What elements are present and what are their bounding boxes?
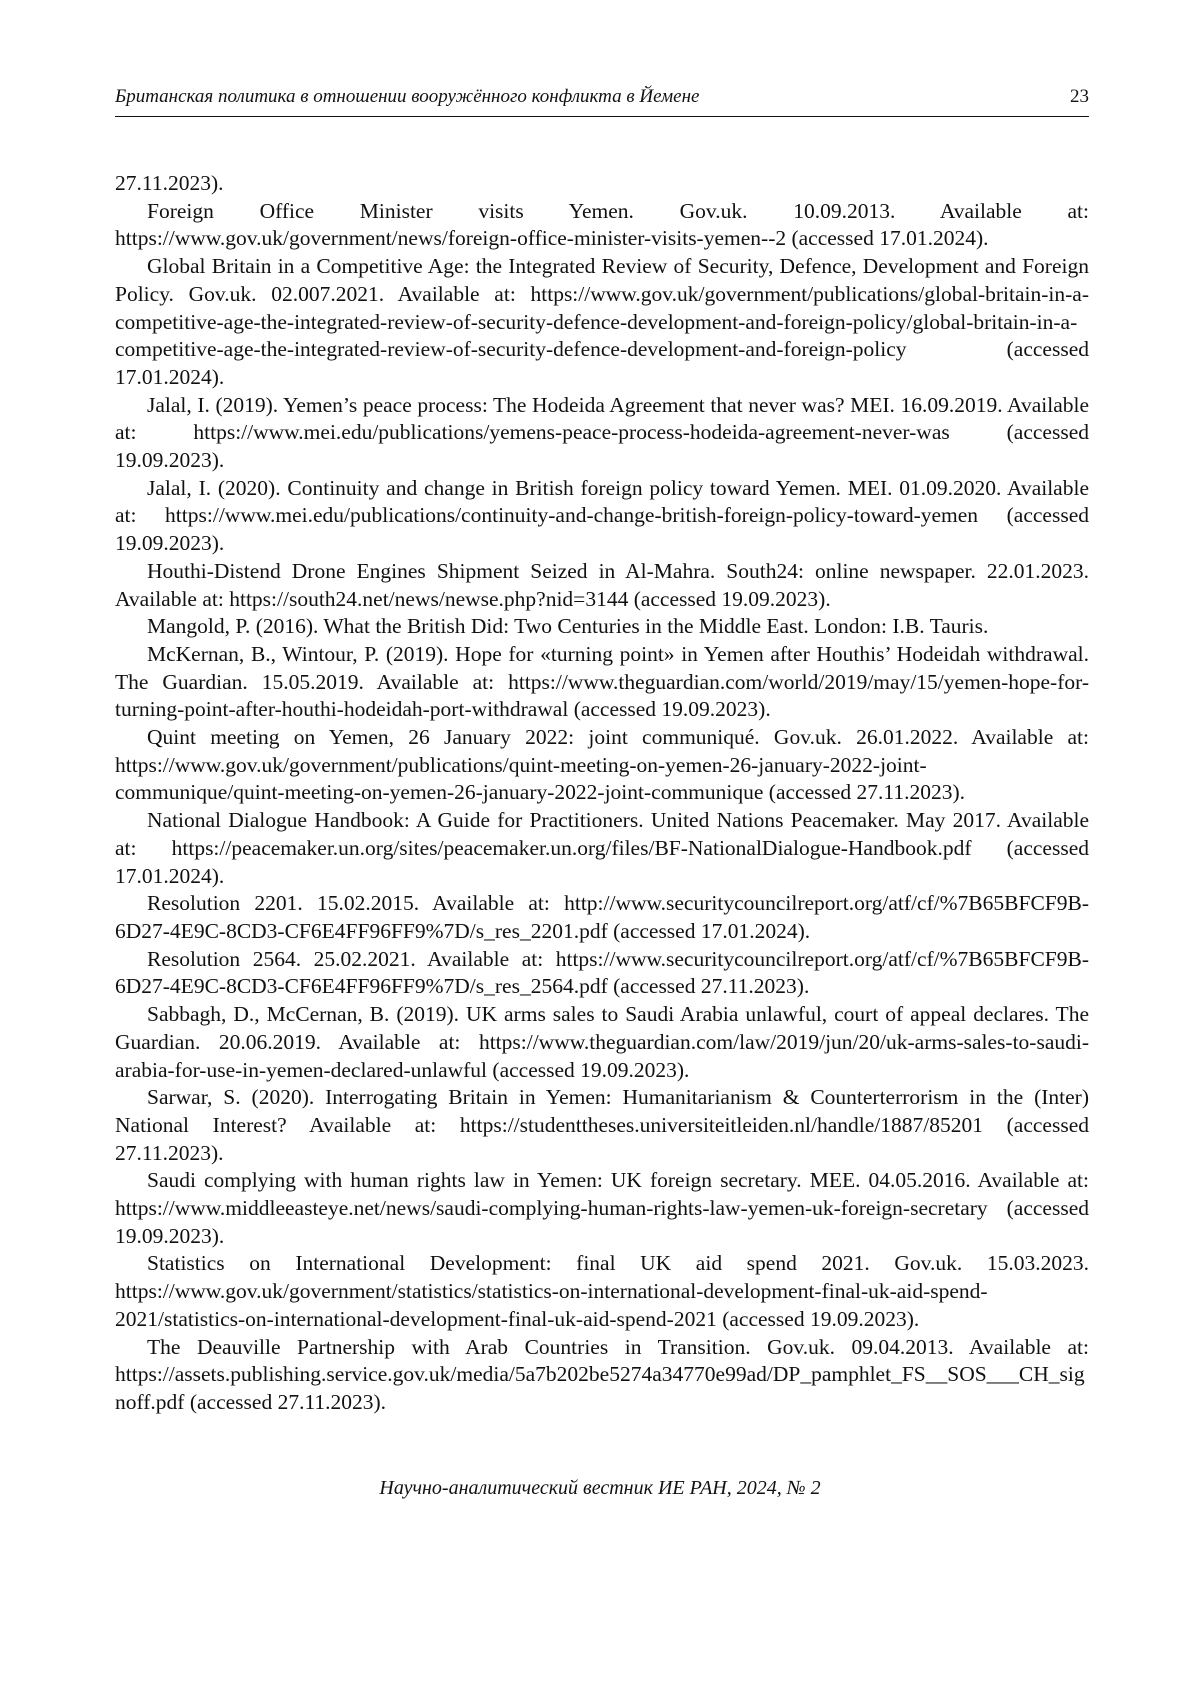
- reference-entry: Global Britain in a Competitive Age: the Integrated Review of Security, Defence, Development and Foreign Policy. Gov.uk. 02.007.2021. Available at: https://www.gov.uk/government/publications/global-britain-in-a-competitive-age-the-integrated-review-of-security-defence-development-and-foreign-policy/global-britain-in-a-competitive-age-the-integrated-review-of-security-defence-development-and-foreign-policy (accessed 17.01.2024).: [115, 254, 1089, 389]
- page-number: 23: [1070, 86, 1089, 107]
- reference-entry: McKernan, B., Wintour, P. (2019). Hope for «turning point» in Yemen after Houthis’ Hodeidah withdrawal. The Guardian. 15.05.2019. Available at: https://www.theguardian.com/world/2019/may/15/yemen-hope-for-turning-point-after-houthi-hodeidah-port-withdrawal (accessed 19.09.2023).: [115, 641, 1089, 722]
- reference-entry: Mangold, P. (2016). What the British Did: Two Centuries in the Middle East. London: I.B. Tauris.: [147, 614, 989, 639]
- reference-entry: Jalal, I. (2019). Yemen’s peace process: The Hodeida Agreement that never was? MEI. 16.09.2019. Available at: https://www.mei.edu/publications/yemens-peace-process-hodeida-agreement-never-was (accessed 19.09.2023).: [115, 392, 1089, 473]
- running-title: Британская политика в отношении вооружённого конфликта в Йемене: [115, 86, 700, 107]
- reference-continuation: 27.11.2023).: [115, 171, 224, 195]
- journal-footer: Научно-аналитический вестник ИЕ РАН, 2024, № 2: [379, 1477, 821, 1499]
- reference-entry: Saudi complying with human rights law in Yemen: UK foreign secretary. MEE. 04.05.2016. Available at: https://www.middleeasteye.net/news/saudi-complying-human-rights-law-yemen-uk-foreign-secretary (accessed 19.09.2023).: [115, 1168, 1089, 1248]
- reference-entry: Sabbagh, D., McCernan, B. (2019). UK arms sales to Saudi Arabia unlawful, court of appeal declares. The Guardian. 20.06.2019. Available at: https://www.theguardian.com/law/2019/jun/20/uk-arms-sales-to-saudi-arabia-for-use-in-yemen-declared-unlawful (accessed 19.09.2023).: [115, 1002, 1089, 1082]
- running-header: [115, 86, 1089, 117]
- reference-entry: National Dialogue Handbook: A Guide for Practitioners. United Nations Peacemaker. May 2017. Available at: https://peacemaker.un.org/sites/peacemaker.un.org/files/BF-NationalDialogue-Handbook.pdf (accessed 17.01.2024).: [115, 808, 1089, 888]
- reference-entry: Quint meeting on Yemen, 26 January 2022: joint communiqué. Gov.uk. 26.01.2022. Available at: https://www.gov.uk/government/publications/quint-meeting-on-yemen-26-january-2022-joint-communique/quint-meeting-on-yemen-26-january-2022-joint-communique (accessed 27.11.2023).: [115, 725, 1089, 805]
- reference-entry: Foreign Office Minister visits Yemen. Gov.uk. 10.09.2013. Available at: https://www.gov.uk/government/news/foreign-office-minister-visits-yemen--2 (accessed 17.01.2024).: [115, 198, 1089, 251]
- reference-list: [115, 170, 1089, 1417]
- reference-entry: Jalal, I. (2020). Continuity and change in British foreign policy toward Yemen. MEI. 01.09.2020. Available at: https://www.mei.edu/publications/continuity-and-change-british-foreign-policy-toward-yemen (accessed 19.09.2023).: [115, 475, 1089, 556]
- reference-entry: Sarwar, S. (2020). Interrogating Britain in Yemen: Humanitarianism & Counterterrorism in the (Inter) National Interest? Available at: https://studenttheses.universiteitleiden.nl/handle/1887/85201 (accessed 27.11.2023).: [115, 1085, 1089, 1165]
- reference-entry: Statistics on International Development: final UK aid spend 2021. Gov.uk. 15.03.2023. https://www.gov.uk/government/statistics/statistics-on-international-development-final-uk-aid-spend-2021/statistics-on-international-development-final-uk-aid-spend-2021 (accessed 19.09.2023).: [115, 1251, 1089, 1331]
- reference-entry: The Deauville Partnership with Arab Countries in Transition. Gov.uk. 09.04.2013. Available at: https://assets.publishing.service.gov.uk/media/5a7b202be5274a34770e99ad/DP_pamphlet_FS__SOS___CH_signoff.pdf (accessed 27.11.2023).: [115, 1334, 1089, 1414]
- reference-entry: Houthi-Distend Drone Engines Shipment Seized in Al-Mahra. South24: online newspaper. 22.01.2023. Available at: https://south24.net/news/newse.php?nid=3144 (accessed 19.09.2023).: [115, 558, 1089, 611]
- reference-entry: Resolution 2201. 15.02.2015. Available at: http://www.securitycouncilreport.org/atf/cf/%7B65BFCF9B-6D27-4E9C-8CD3-CF6E4FF96FF9%7D/s_res_2201.pdf (accessed 17.01.2024).: [115, 891, 1089, 943]
- reference-entry: Resolution 2564. 25.02.2021. Available at: https://www.securitycouncilreport.org/atf/cf/%7B65BFCF9B-6D27-4E9C-8CD3-CF6E4FF96FF9%7D/s_res_2564.pdf (accessed 27.11.2023).: [115, 946, 1089, 999]
